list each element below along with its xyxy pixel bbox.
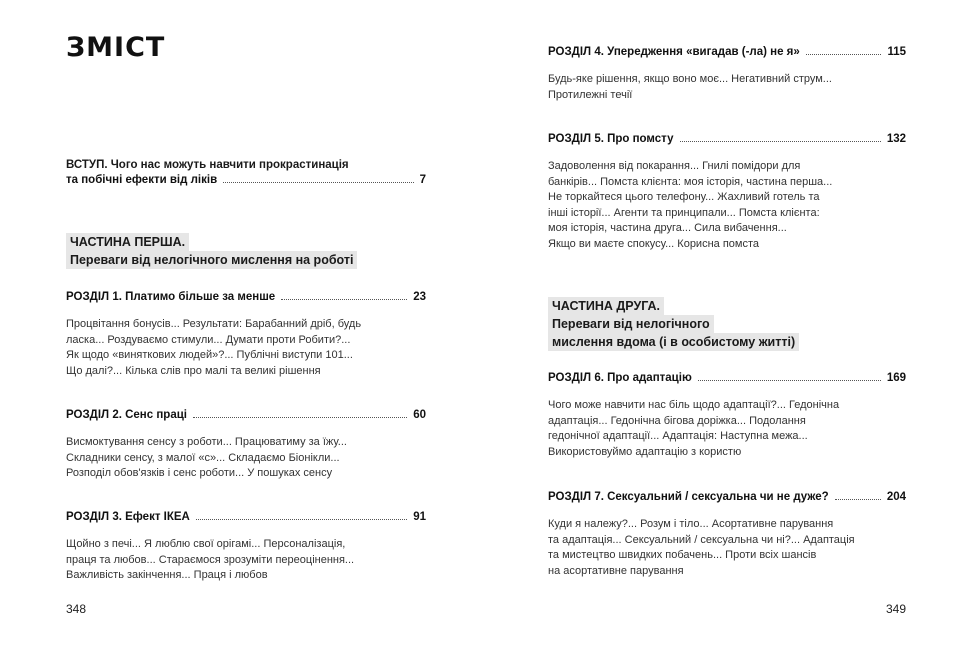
part-one-heading xyxy=(66,233,357,269)
desc-line: ласка... Роздуваємо стимули... Думати проти Робити?... xyxy=(66,333,351,346)
right-page xyxy=(481,0,962,649)
chapter-6-page: 169 xyxy=(886,372,906,384)
desc-line: Протилежні течії xyxy=(548,88,633,101)
chapter-1 xyxy=(66,290,426,379)
desc-line: Не торкайтеся цього телефону... Жахливий готель та xyxy=(548,191,820,203)
toc-title: ЗМІСТ xyxy=(66,32,166,63)
chapter-5-title: РОЗДІЛ 5. Про помсту xyxy=(548,133,674,145)
intro-title-line2-row xyxy=(66,173,426,188)
chapter-3 xyxy=(66,510,426,584)
chapter-4-heading xyxy=(548,45,906,60)
part-two-subtitle-line2: мислення вдома (і в особистому житті) xyxy=(548,333,799,351)
desc-line: Важливість закінчення... Праця і любов xyxy=(66,569,268,581)
intro-title-line1: ВСТУП. Чого нас можуть навчити прокрастинація xyxy=(66,159,349,171)
chapter-6 xyxy=(548,371,906,460)
desc-line: Будь-яке рішення, якщо воно моє... Негативний струм... xyxy=(548,73,832,85)
chapter-6-heading xyxy=(548,371,906,386)
intro-title-line2: та побічні ефекти від ліків xyxy=(66,174,218,186)
chapter-7-page: 204 xyxy=(886,491,906,503)
desc-line: гедонічної адаптації... Адаптація: Наступна межа... xyxy=(548,430,808,442)
desc-line: Розподіл обов'язків і сенс роботи... У пошуках сенсу xyxy=(66,467,333,479)
chapter-5-description xyxy=(548,159,906,252)
chapter-7-title: РОЗДІЛ 7. Сексуальний / сексуальна чи не дуже? xyxy=(548,491,829,503)
intro-entry xyxy=(66,158,426,188)
part-one-subtitle: Переваги від нелогічного мислення на роботі xyxy=(66,251,357,269)
chapter-4 xyxy=(548,45,906,103)
chapter-3-title: РОЗДІЛ 3. Ефект ІКЕА xyxy=(66,511,190,523)
dot-leader xyxy=(680,132,881,142)
desc-line: Задоволення від покарання... Гнилі помідори для xyxy=(548,160,801,172)
chapter-2-page: 60 xyxy=(413,409,426,421)
desc-line: Висмоктування сенсу з роботи... Працюватиму за їжу... xyxy=(66,436,347,448)
desc-line: Використовуймо адаптацію з користю xyxy=(548,445,742,458)
chapter-7-heading xyxy=(548,490,906,505)
chapter-5-heading xyxy=(548,132,906,147)
dot-leader xyxy=(281,290,407,300)
part-two-subtitle-line1: Переваги від нелогічного xyxy=(548,315,714,333)
page-number-left: 348 xyxy=(66,602,87,616)
chapter-5-page: 132 xyxy=(886,133,906,145)
chapter-3-page: 91 xyxy=(413,511,426,523)
desc-line: та мистецтво швидких побачень... Проти всіх шансів xyxy=(548,549,817,561)
chapter-4-page: 115 xyxy=(887,46,906,58)
chapter-1-title: РОЗДІЛ 1. Платимо більше за менше xyxy=(66,291,276,303)
part-two-label: ЧАСТИНА ДРУГА. xyxy=(548,297,664,315)
chapter-3-heading xyxy=(66,510,426,525)
chapter-1-page: 23 xyxy=(413,291,426,303)
chapter-5 xyxy=(548,132,906,252)
desc-line: адаптація... Гедонічна бігова доріжка... Подолання xyxy=(548,414,806,427)
desc-line: Щойно з печі... Я люблю свої орігамі... Персоналізація, xyxy=(66,538,346,550)
chapter-1-heading xyxy=(66,290,426,305)
dot-leader xyxy=(193,408,407,418)
desc-line: Як щодо «виняткових людей»?... Публічні виступи 101... xyxy=(66,349,353,361)
desc-line: Якщо ви маєте спокусу... Корисна помста xyxy=(548,237,759,250)
part-two-heading xyxy=(548,297,799,351)
desc-line: праця та любов... Стараємося зрозуміти переоцінення... xyxy=(66,553,355,566)
dot-leader xyxy=(835,490,881,500)
chapter-2 xyxy=(66,408,426,482)
dot-leader xyxy=(196,510,407,520)
chapter-6-title: РОЗДІЛ 6. Про адаптацію xyxy=(548,372,692,384)
desc-line: Куди я належу?... Розум і тіло... Асортативне парування xyxy=(548,518,834,530)
chapter-4-description xyxy=(548,72,906,103)
desc-line: Процвітання бонусів... Результати: Барабанний дріб, будь xyxy=(66,318,362,330)
desc-line: Складники сенсу, з малої «с»... Складаємо Біонікли... xyxy=(66,451,340,464)
chapter-2-title: РОЗДІЛ 2. Сенс праці xyxy=(66,409,187,421)
chapter-6-description xyxy=(548,398,906,460)
dot-leader xyxy=(806,45,882,55)
desc-line: Що далі?... Кілька слів про малі та великі рішення xyxy=(66,364,321,377)
chapter-7 xyxy=(548,490,906,579)
part-one-label: ЧАСТИНА ПЕРША. xyxy=(66,233,189,251)
page-number-right: 349 xyxy=(885,602,906,616)
desc-line: Чого може навчити нас біль щодо адаптації?... Гедонічна xyxy=(548,399,840,411)
dot-leader xyxy=(698,371,881,381)
chapter-1-description xyxy=(66,317,426,379)
desc-line: на асортативне парування xyxy=(548,564,684,577)
chapter-2-description xyxy=(66,435,426,482)
chapter-4-title: РОЗДІЛ 4. Упередження «вигадав (-ла) не я» xyxy=(548,46,800,58)
intro-page-number: 7 xyxy=(419,174,426,186)
chapter-7-description xyxy=(548,517,906,579)
chapter-2-heading xyxy=(66,408,426,423)
desc-line: моя історія, частина друга... Сила вибачення... xyxy=(548,222,787,234)
dot-leader xyxy=(223,173,413,183)
desc-line: та адаптація... Сексуальний / сексуальна чи ні?... Адаптація xyxy=(548,533,855,546)
desc-line: банкірів... Помста клієнта: моя історія, частина перша... xyxy=(548,175,833,188)
chapter-3-description xyxy=(66,537,426,584)
desc-line: інші історії... Агенти та принципали... Помста клієнта: xyxy=(548,206,820,219)
